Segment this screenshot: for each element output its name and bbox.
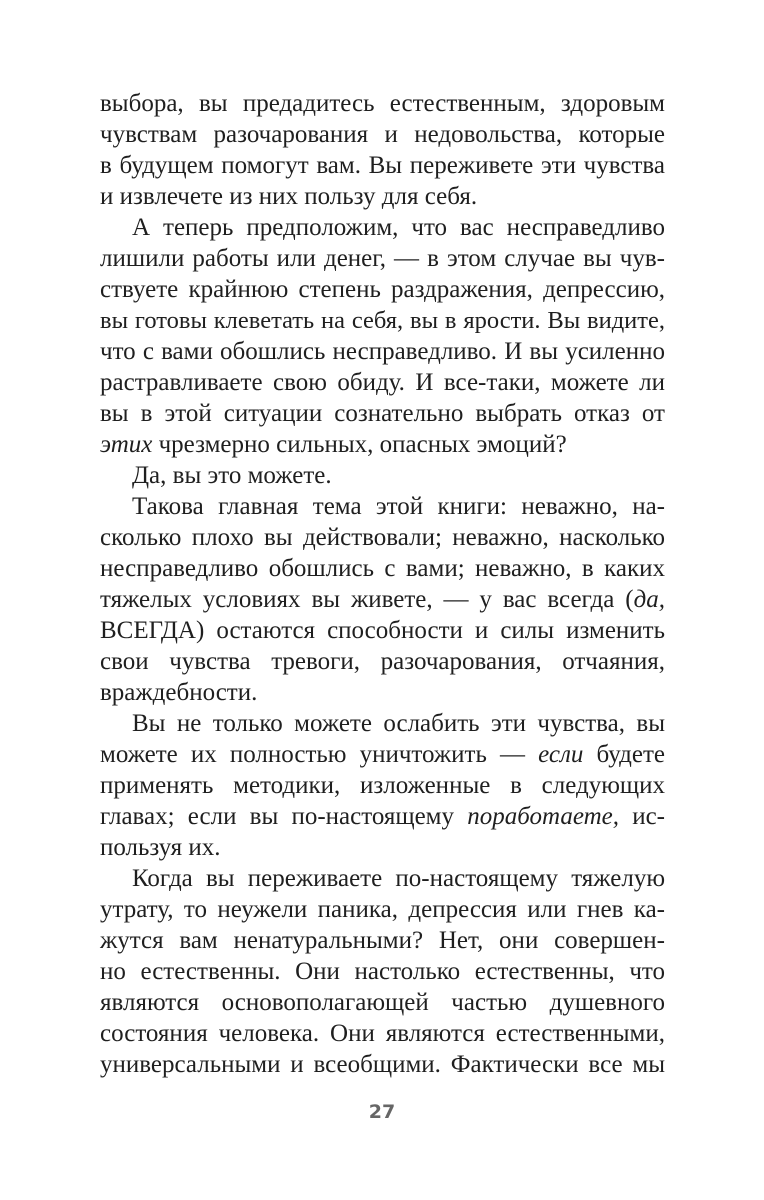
text-line: Вы не только можете ослабить эти чувства, вы bbox=[132, 710, 665, 737]
text-line: растравливаете свою обиду. И все-таки, можете ли bbox=[100, 369, 665, 396]
text-segment: будете bbox=[583, 741, 665, 768]
text-line: в будущем помогут вам. Вы переживете эти чувства bbox=[100, 152, 665, 179]
text-line: ВСЕГДА) остаются способности и силы изменить bbox=[100, 617, 665, 644]
text-segment: главах; если вы по-настоящему bbox=[100, 803, 468, 830]
text-line: но естественны. Они настолько естественны, что bbox=[100, 958, 665, 985]
text-line: универсальными и всеобщими. Фактически все мы bbox=[100, 1051, 665, 1078]
text-line: жутся вам ненатуральными? Нет, они совершен- bbox=[100, 927, 665, 954]
italic-text: этих bbox=[100, 431, 153, 458]
text-line: и извлечете из них пользу для себя. bbox=[100, 183, 478, 210]
text-line: несправедливо обошлись с вами; неважно, в каких bbox=[100, 555, 665, 582]
text-line bbox=[100, 739, 665, 770]
text-line: А теперь предположим, что вас несправедливо bbox=[132, 214, 665, 241]
italic-text: да, bbox=[633, 586, 665, 613]
text-line bbox=[100, 801, 665, 832]
text-line: вы в этой ситуации сознательно выбрать отказ от bbox=[100, 400, 665, 427]
italic-text: если bbox=[538, 741, 584, 768]
text-line: ствуете крайнюю степень раздражения, депрессию, bbox=[100, 276, 665, 303]
text-line bbox=[100, 584, 665, 615]
text-segment: тяжелых условиях вы живете, — у вас всегда ( bbox=[100, 586, 634, 613]
text-line: состояния человека. Они являются естественными, bbox=[100, 1020, 665, 1047]
text-line: являются основополагающей частью душевного bbox=[100, 989, 665, 1016]
text-line: применять методики, изложенные в следующих bbox=[100, 772, 665, 799]
text-line: лишили работы или денег, — в этом случае вы чув- bbox=[100, 245, 665, 272]
text-line: Да, вы это можете. bbox=[132, 462, 332, 489]
text-line: что с вами обошлись несправедливо. И вы усиленно bbox=[100, 338, 665, 365]
page-number: 27 bbox=[368, 1101, 396, 1123]
text-line: свои чувства тревоги, разочарования, отчаяния, bbox=[100, 648, 665, 675]
text-segment: можете их полностью уничтожить — bbox=[100, 741, 539, 768]
text-segment: ис- bbox=[619, 803, 666, 830]
body-text bbox=[100, 88, 665, 1080]
text-line: Такова главная тема этой книги: неважно, на- bbox=[132, 493, 665, 520]
text-line: враждебности. bbox=[100, 679, 258, 706]
text-line: чувствам разочарования и недовольства, которые bbox=[100, 121, 665, 148]
text-segment: чрезмерно сильных, опасных эмоций? bbox=[152, 431, 567, 458]
text-line: утрату, то неужели паника, депрессия или гнев ка- bbox=[100, 896, 665, 923]
text-line: пользуя их. bbox=[100, 834, 221, 861]
text-line: Когда вы переживаете по-настоящему тяжелую bbox=[132, 865, 665, 892]
text-line: сколько плохо вы действовали; неважно, насколько bbox=[100, 524, 665, 551]
text-line bbox=[100, 429, 665, 460]
text-line: выбора, вы предадитесь естественным, здоровым bbox=[100, 90, 665, 117]
italic-text: поработаете, bbox=[467, 803, 619, 830]
text-line: вы готовы клеветать на себя, вы в ярости. Вы видите, bbox=[100, 307, 665, 334]
